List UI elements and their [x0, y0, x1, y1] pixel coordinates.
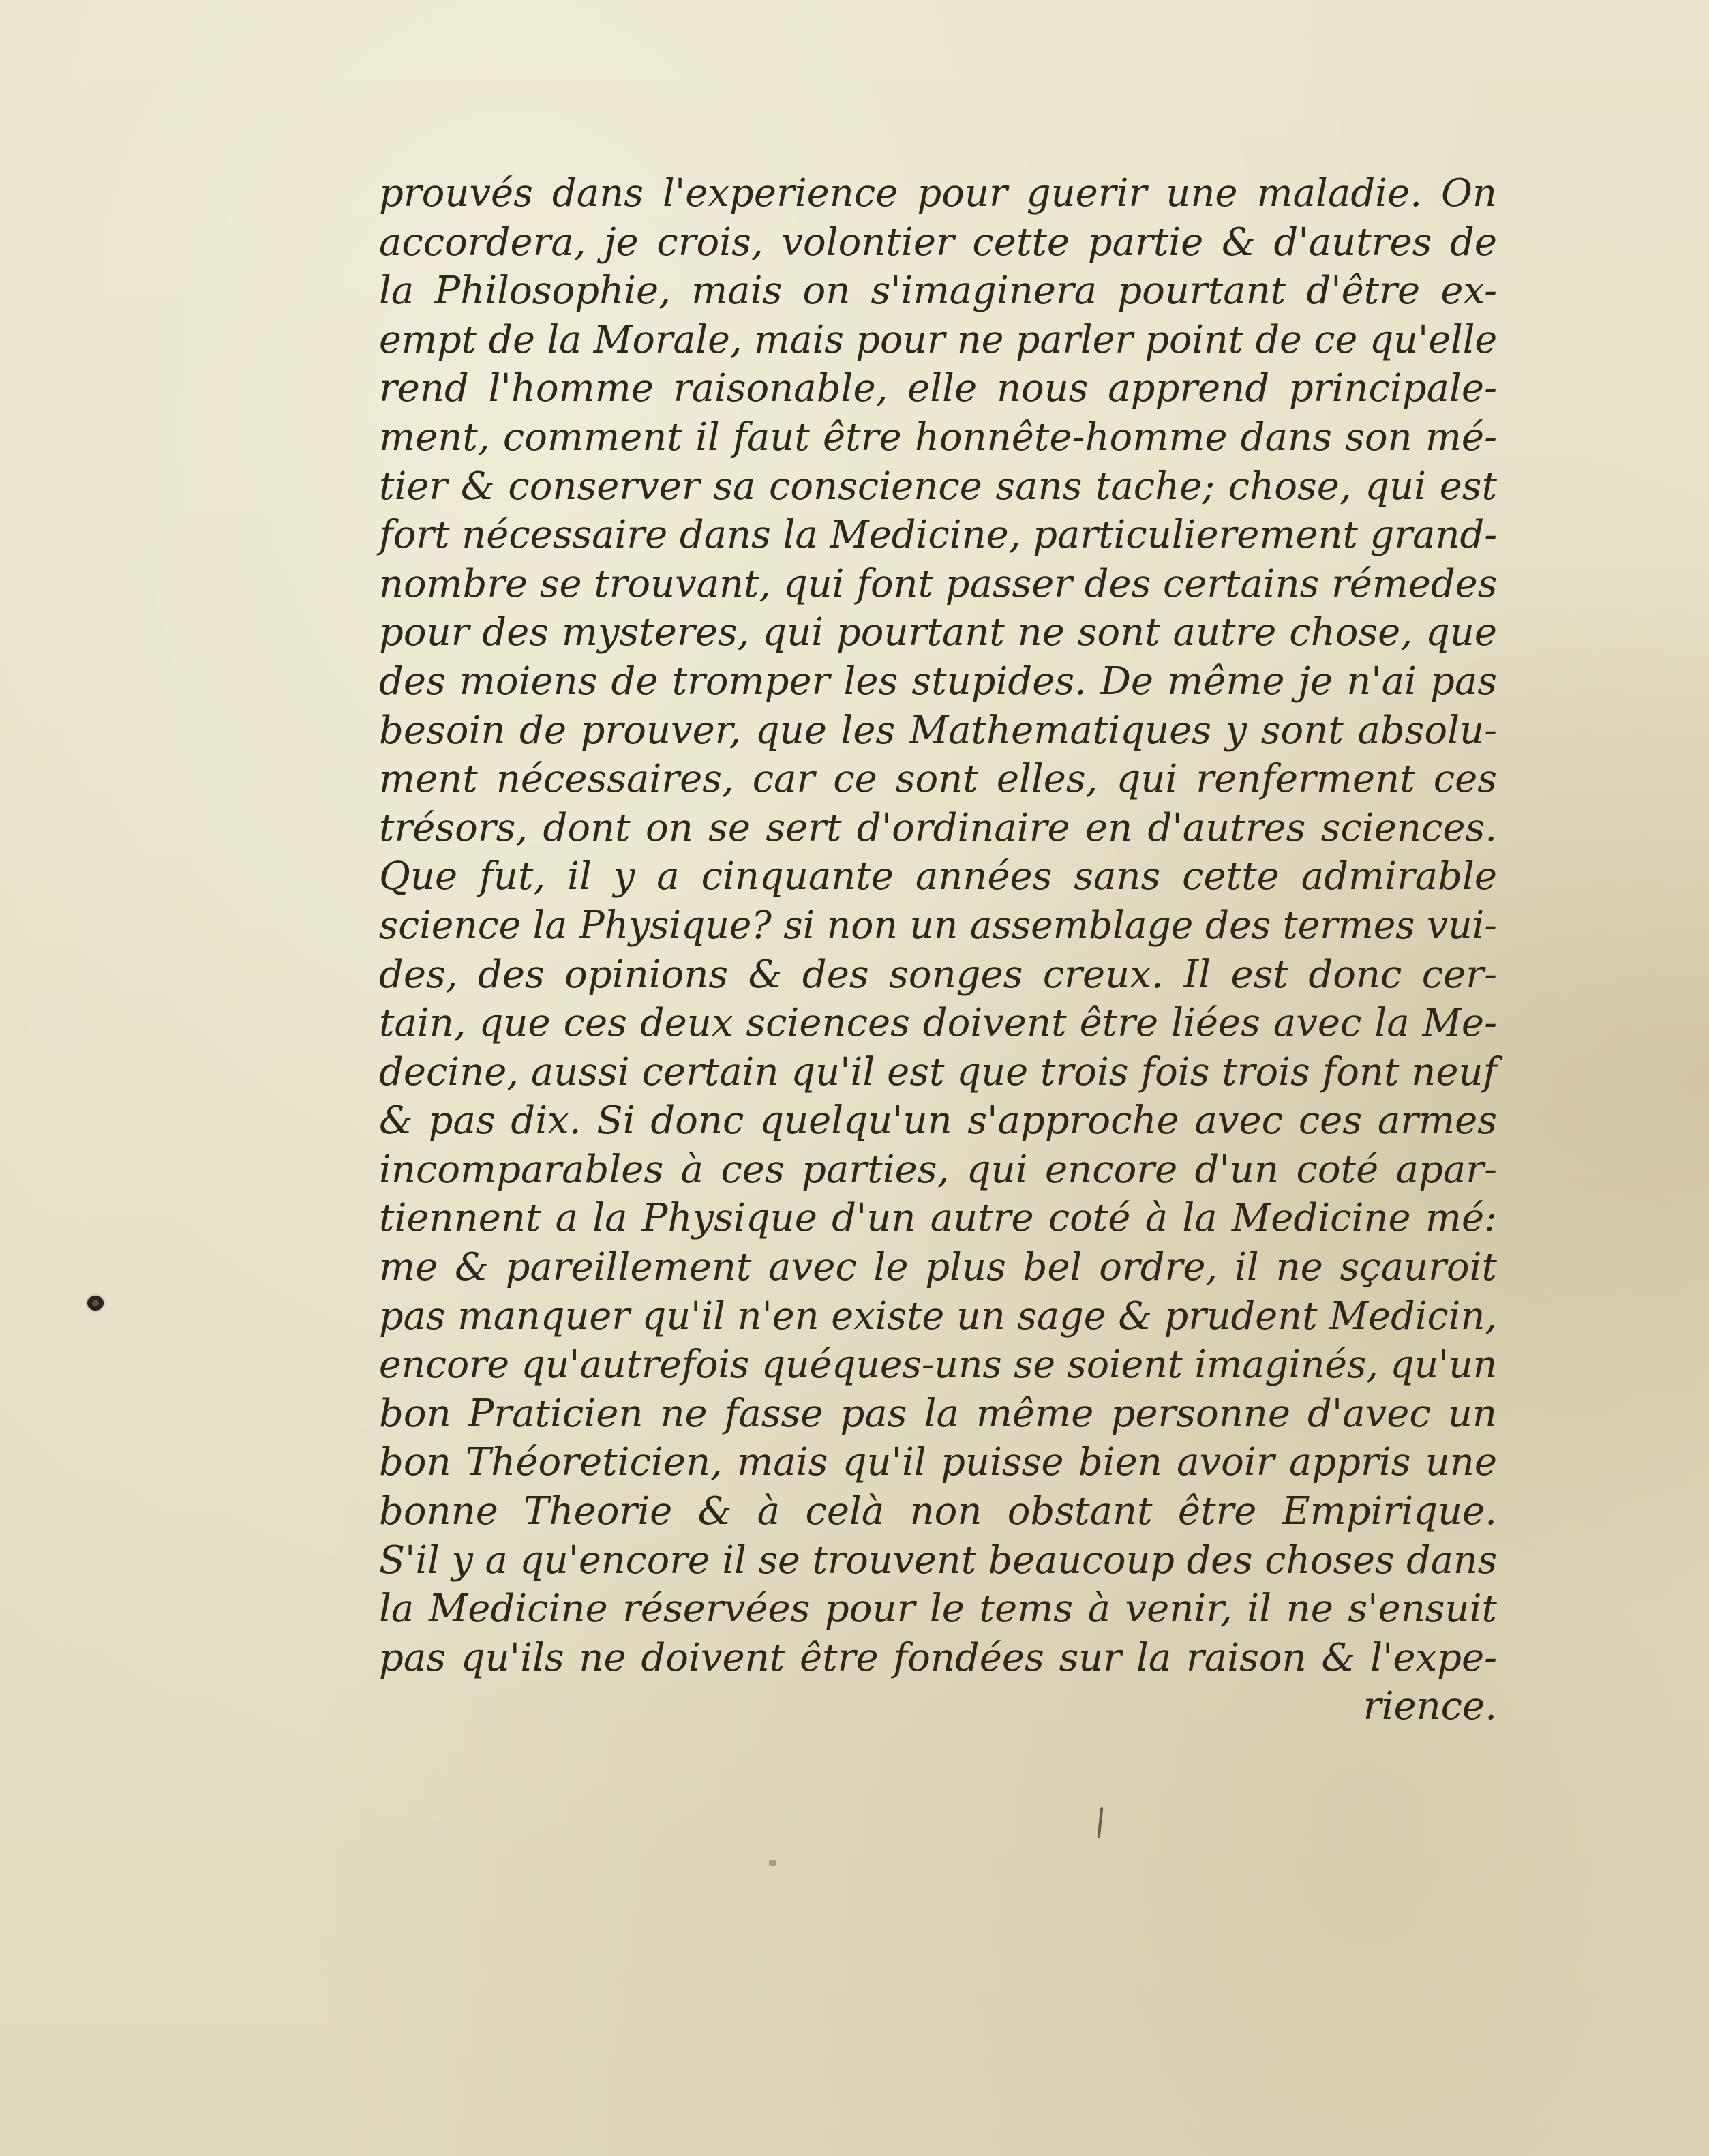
margin-ink-dot — [87, 1296, 104, 1311]
text-line: S'il y a qu'encore il se trouvent beaucoup des choses dans — [379, 1538, 1498, 1583]
text-line: tier & conserver sa conscience sans tache; chose, qui est — [379, 464, 1497, 509]
text-line: nombre se trouvant, qui font passer des certains rémedes — [379, 561, 1498, 606]
text-line: des moiens de tromper les stupides. De même je n'ai pas — [379, 659, 1497, 704]
text-line: encore qu'autrefois quéques-uns se soient imaginés, qu'un — [379, 1343, 1498, 1388]
text-line: des, des opinions & des songes creux. Il est donc cer- — [379, 952, 1497, 997]
text-line: rend l'homme raisonable, elle nous apprend principale- — [379, 366, 1497, 411]
text-line: & pas dix. Si donc quelqu'un s'approche avec ces armes — [379, 1098, 1497, 1143]
text-line: la Philosophie, mais on s'imaginera pourtant d'être ex- — [379, 269, 1497, 314]
text-line: bon Théoreticien, mais qu'il puisse bien avoir appris une — [379, 1440, 1497, 1485]
paper-fleck — [769, 1860, 776, 1866]
text-line: rience. — [1363, 1684, 1497, 1729]
text-line: prouvés dans l'experience pour guerir une maladie. On — [379, 171, 1497, 215]
text-line: me & pareillement avec le plus bel ordre, il ne sçauroit — [379, 1245, 1497, 1290]
text-line: decine, aussi certain qu'il est que trois fois trois font neuf — [379, 1049, 1498, 1094]
text-line: pas manquer qu'il n'en existe un sage & prudent Medicin, — [379, 1293, 1498, 1338]
text-line: besoin de prouver, que les Mathematiques y sont absolu- — [379, 708, 1497, 753]
text-line: pour des mysteres, qui pourtant ne sont autre chose, que — [379, 610, 1497, 655]
text-line: bon Praticien ne fasse pas la même personne d'avec un — [379, 1391, 1497, 1436]
text-line: ment, comment il faut être honnête-homme dans son mé- — [379, 415, 1497, 460]
text-line: incomparables à ces parties, qui encore d'un coté apar- — [379, 1147, 1497, 1192]
text-line: bonne Theorie & à celà non obstant être Empirique. — [379, 1489, 1497, 1534]
text-line: Que fut, il y a cinquante années sans cette admirable — [379, 854, 1497, 899]
text-line: ment nécessaires, car ce sont elles, qui renferment ces — [379, 757, 1497, 802]
text-line: trésors, dont on se sert d'ordinaire en d'autres sciences. — [379, 805, 1497, 850]
text-line: fort nécessaire dans la Medicine, particulierement grand- — [379, 513, 1498, 558]
text-line: accordera, je crois, volontier cette partie & d'autres de — [379, 220, 1497, 265]
text-line: tiennent a la Physique d'un autre coté à la Medicine mé: — [379, 1196, 1497, 1241]
paper-fleck — [1098, 1807, 1104, 1838]
text-line: la Medicine réservées pour le tems à venir, il ne s'ensuit — [379, 1587, 1497, 1632]
text-line: pas qu'ils ne doivent être fondées sur la raison & l'expe- — [379, 1635, 1497, 1680]
text-line: empt de la Morale, mais pour ne parler point de ce qu'elle — [379, 317, 1498, 362]
text-line: science la Physique? si non un assemblage des termes vui- — [379, 903, 1497, 948]
text-line: tain, que ces deux sciences doivent être liées avec la Me- — [379, 1001, 1497, 1046]
body-text — [379, 169, 1497, 1731]
